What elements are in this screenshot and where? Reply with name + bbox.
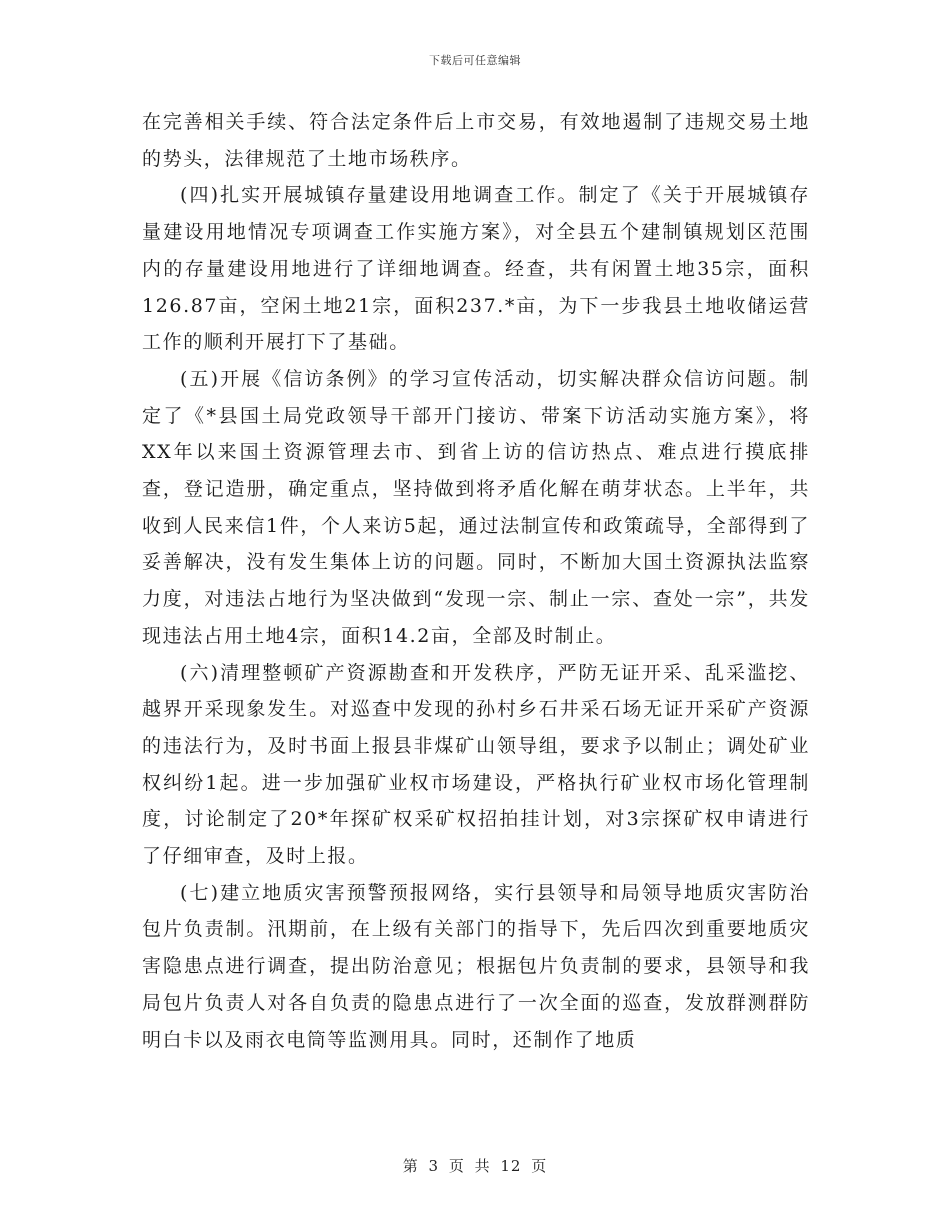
paragraph-section-4: (四)扎实开展城镇存量建设用地调查工作。制定了《关于开展城镇存量建设用地情况专项调查工作实施方案》，对全县五个建制镇规划区范围内的存量建设用地进行了详细地调查。经查，共有闲置土地35宗，面积126.87亩，空闲土地21宗，面积237.*亩，为下一步我县土地收储运营工作的顺利开展打下了基础。 [142,184,810,354]
document-body [142,104,810,1058]
download-edit-note: 下载后可任意编辑 [429,54,521,67]
paragraph-section-7: (七)建立地质灾害预警预报网络，实行县领导和局领导地质灾害防治包片负责制。汛期前，在上级有关部门的指导下，先后四次到重要地质灾害隐患点进行调查，提出防治意见；根据包片负责制的要求，县领导和我局包片负责人对各自负责的隐患点进行了一次全面的巡查，发放群测群防明白卡以及雨衣电筒等监测用具。同时，还制作了地质 [142,881,810,1051]
paragraph-section-6: (六)清理整顿矿产资源勘查和开发秩序，严防无证开采、乱采滥挖、越界开采现象发生。对巡查中发现的孙村乡石井采石场无证开采矿产资源的违法行为，及时书面上报县非煤矿山领导组，要求予以制止；调处矿业权纠纷1起。进一步加强矿业权市场建设，严格执行矿业权市场化管理制度，讨论制定了20*年探矿权采矿权招拍挂计划，对3宗探矿权申请进行了仔细审查，及时上报。 [142,661,810,868]
page-number-footer: 第 3 页 共 12 页 [402,1157,548,1175]
paragraph-section-5: (五)开展《信访条例》的学习宣传活动，切实解决群众信访问题。制定了《*县国土局党政领导干部开门接访、带案下访活动实施方案》，将XX年以来国土资源管理去市、到省上访的信访热点、难点进行摸底排查，登记造册，确定重点，坚持做到将矛盾化解在萌芽状态。上半年，共收到人民来信1件，个人来访5起，通过法制宣传和政策疏导，全部得到了妥善解决，没有发生集体上访的问题。同时，不断加大国土资源执法监察力度，对违法占地行为坚决做到“发现一宗、制止一宗、查处一宗”，共发现违法占用土地4宗，面积14.2亩，全部及时制止。 [142,367,810,647]
paragraph-continuation: 在完善相关手续、符合法定条件后上市交易，有效地遏制了违规交易土地的势头，法律规范了土地市场秩序。 [142,111,810,170]
